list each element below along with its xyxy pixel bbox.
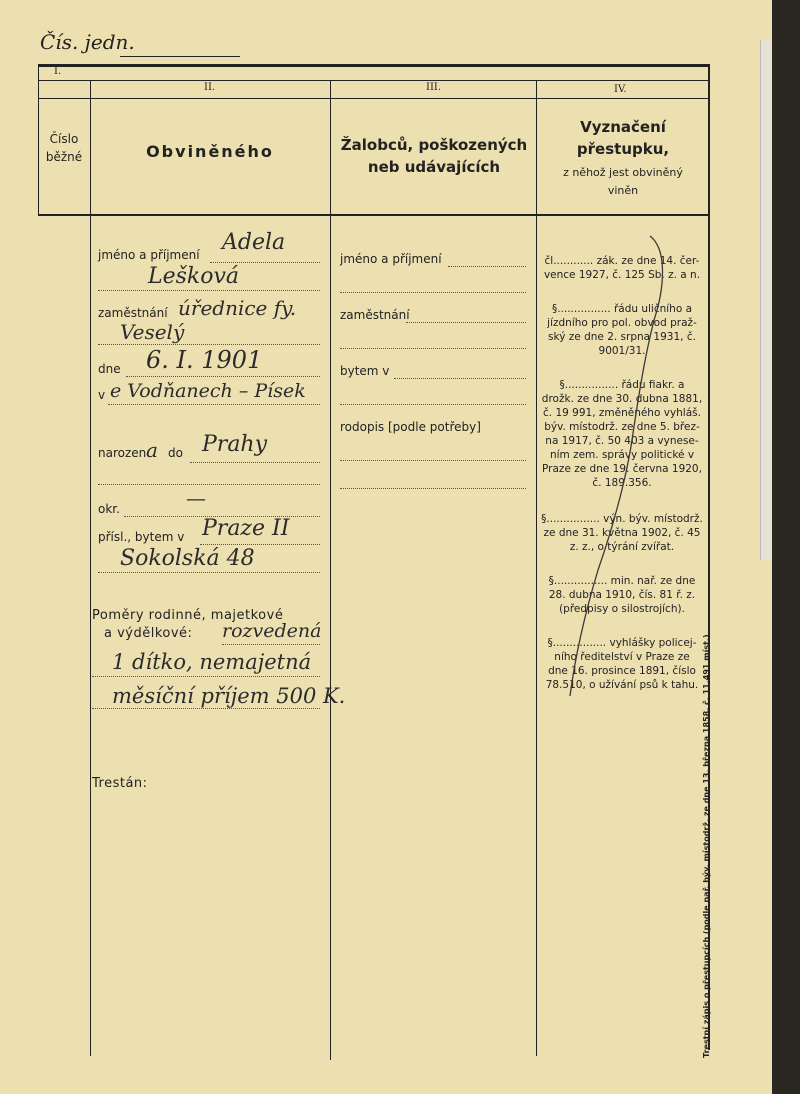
dotted-line — [98, 572, 320, 573]
accused-born-label: narozen — [98, 446, 147, 460]
col3-title-line1: Žalobců, poškozených — [340, 136, 528, 154]
offence-item-5: §................ min. nař. ze dne 28. dubna 1910, čís. 81 ř. z. (předpisy o silostrojích). — [548, 575, 696, 615]
form-side-note: Trestní zápis o přestupcích (podle nař. býv. místodrž. ze dne 13. března 1858, č. 11.491 míst.) — [702, 634, 711, 1058]
dotted-line — [92, 708, 320, 709]
punished-label: Trestán: — [92, 776, 148, 791]
offence-item-6: §................ vyhlášky policej- ního ředitelství v Praze ze dne 16. prosince 1891, číslo 78.510, o užívání psů k tahu. — [545, 637, 699, 691]
grid-line — [536, 80, 537, 1056]
dotted-line — [340, 488, 526, 489]
col2-title: Obviněného — [146, 142, 274, 161]
dotted-line — [222, 644, 320, 645]
col-numeral-1: I. — [54, 66, 62, 77]
col3-title-line2: neb udávajících — [367, 158, 501, 176]
accused-born-to-label: do — [168, 446, 183, 460]
plaintiff-biography-label: rodopis [podle potřeby] — [340, 420, 481, 434]
accused-district-label: okr. — [98, 502, 120, 516]
accused-name-last: Lešková — [148, 264, 240, 289]
accused-name-first: Adela — [222, 230, 286, 255]
dotted-line — [98, 290, 320, 291]
accused-occupation-value-2: Veselý — [120, 320, 185, 344]
dotted-line — [126, 376, 320, 377]
grid-line — [38, 64, 39, 216]
top-rule — [38, 64, 710, 67]
family-label-1: Poměry rodinné, majetkové — [92, 608, 284, 623]
grid-line — [90, 80, 91, 1056]
accused-residence-value-1: Praze II — [202, 516, 290, 541]
dotted-line — [92, 676, 320, 677]
dotted-line — [340, 404, 526, 405]
family-value-1: rozvedená — [222, 620, 322, 642]
family-value-2: 1 dítko, nemajetná — [112, 650, 312, 674]
accused-born-to-value: Prahy — [202, 432, 268, 457]
family-value-3: měsíční příjem 500 K. — [112, 684, 346, 708]
dotted-line — [340, 348, 526, 349]
col-numeral-4: IV. — [614, 84, 627, 95]
plaintiff-residence-label: bytem v — [340, 364, 390, 378]
accused-name-label: jméno a příjmení — [98, 248, 200, 262]
doc-number-label: Čís. jedn. — [40, 30, 135, 54]
dotted-line — [406, 322, 526, 323]
accused-date-value: 6. I. 1901 — [146, 346, 263, 374]
col4-title-line2: přestupku, — [576, 140, 670, 158]
dark-background-strip — [772, 0, 800, 1094]
col-numeral-2: II. — [204, 82, 216, 93]
col1-title-line1: Číslo — [49, 132, 79, 146]
col4-title-line1: Vyznačení — [580, 118, 666, 136]
accused-born-suffix: a — [146, 438, 158, 462]
accused-occupation-value-1: úřednice fy. — [178, 296, 297, 320]
pen-strike-line — [560, 230, 670, 700]
dotted-line — [448, 266, 526, 267]
offence-item-3: §................ řádu fiakr. a drožk. ze dne 30. dubna 1881, č. 19 991, změněného vyhláš. býv. místodrž. ze dne 5. břez- na 1917, č. 50 403 a vynese- ním zem. správy politické v Praze ze dne 19. června 1920, č. 189.356. — [541, 379, 703, 489]
dotted-line — [200, 544, 320, 545]
dotted-line — [394, 378, 526, 379]
dotted-line — [98, 344, 320, 345]
accused-residence-value-2: Sokolská 48 — [120, 546, 255, 571]
accused-district-value: — — [186, 486, 206, 510]
dotted-line — [340, 292, 526, 293]
col4-title-line3: z něhož jest obviněný — [563, 166, 683, 179]
offence-item-1: čl............ zák. ze dne 14. čer- vence 1927, č. 125 Sb. z. a n. — [543, 255, 701, 281]
family-label-2: a výdělkové: — [104, 626, 193, 641]
col-numeral-3: III. — [426, 82, 442, 93]
plaintiff-occupation-label: zaměstnání — [340, 308, 410, 322]
plaintiff-name-label: jméno a příjmení — [340, 252, 442, 266]
accused-residence-label: přísl., bytem v — [98, 530, 185, 544]
grid-line — [38, 98, 710, 99]
grid-line — [330, 80, 331, 1060]
grid-line — [38, 214, 710, 216]
accused-place-prefix: v — [98, 388, 106, 402]
dotted-line — [340, 460, 526, 461]
dotted-line — [108, 404, 320, 405]
col4-title-line4: viněn — [607, 184, 639, 197]
accused-date-label: dne — [98, 362, 121, 376]
offence-item-4: §................ výn. býv. místodrž. ze dne 31. května 1902, č. 45 z. z., o týrání zvířat. — [541, 513, 703, 553]
dotted-line — [190, 462, 320, 463]
offence-item-2: §................ řádu uličního a jízdního pro pol. obvod praž- ský ze dne 2. srpna 1931, č. 9001/31. — [547, 303, 697, 357]
grid-line — [38, 80, 710, 81]
dotted-line — [210, 262, 320, 263]
doc-number-line — [120, 56, 240, 57]
col1-title-line2: běžné — [45, 150, 83, 164]
dotted-line — [98, 484, 320, 485]
accused-occupation-label: zaměstnání — [98, 306, 168, 320]
accused-place-value: e Vodňanech – Písek — [110, 380, 306, 402]
